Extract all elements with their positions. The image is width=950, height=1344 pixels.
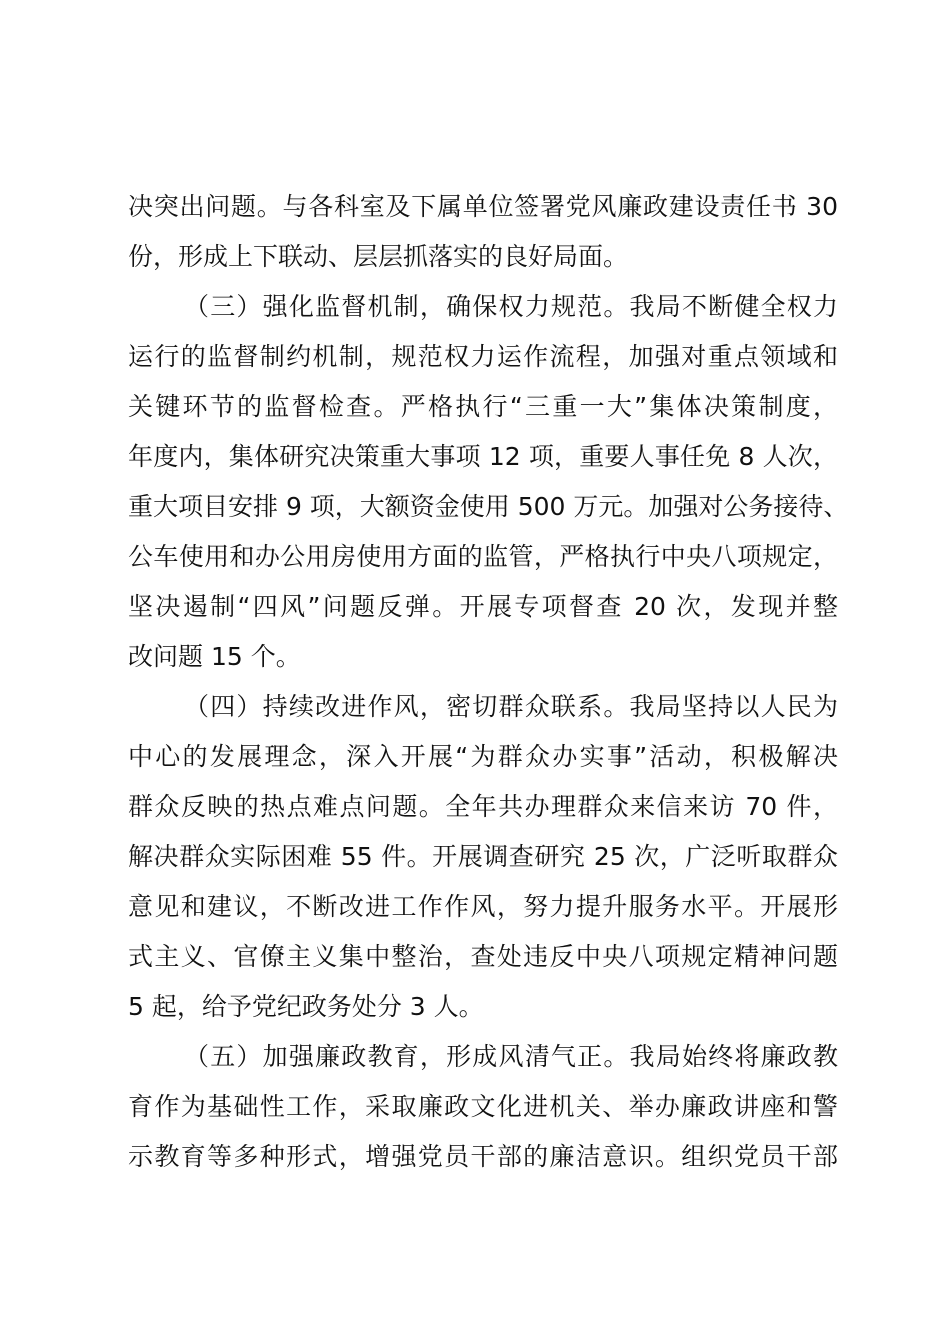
text-line: （四）持续改进作风，密切群众联系。我局坚持以人民为 xyxy=(184,692,838,721)
text-line: （三）强化监督机制，确保权力规范。我局不断健全权力 xyxy=(184,292,838,321)
text-line: 5 起，给予党纪政务处分 3 人。 xyxy=(128,992,484,1021)
text-line: 改问题 15 个。 xyxy=(128,642,301,671)
text-line: 式主义、官僚主义集中整治，查处违反中央八项规定精神问题 xyxy=(128,942,838,971)
text-line: 解决群众实际困难 55 件。开展调查研究 25 次，广泛听取群众 xyxy=(128,842,838,871)
text-line: 份，形成上下联动、层层抓落实的良好局面。 xyxy=(128,242,629,271)
text-line: 决突出问题。与各科室及下属单位签署党风廉政建设责任书 30 xyxy=(128,192,838,221)
text-line: 年度内，集体研究决策重大事项 12 项，重要人事任免 8 人次， xyxy=(128,442,838,471)
text-line: 育作为基础性工作，采取廉政文化进机关、举办廉政讲座和警 xyxy=(128,1092,838,1121)
text-line: 运行的监督制约机制，规范权力运作流程，加强对重点领域和 xyxy=(128,342,838,371)
text-line: 示教育等多种形式，增强党员干部的廉洁意识。组织党员干部 xyxy=(128,1142,838,1171)
text-line: 关键环节的监督检查。严格执行“三重一大”集体决策制度， xyxy=(128,392,838,421)
text-line: 意见和建议，不断改进工作作风，努力提升服务水平。开展形 xyxy=(128,892,838,921)
text-line: 中心的发展理念，深入开展“为群众办实事”活动，积极解决 xyxy=(128,742,838,771)
text-line: 公车使用和办公用房使用方面的监管，严格执行中央八项规定， xyxy=(128,542,838,571)
text-line: 坚决遏制“四风”问题反弹。开展专项督查 20 次，发现并整 xyxy=(128,592,838,621)
text-line: （五）加强廉政教育，形成风清气正。我局始终将廉政教 xyxy=(184,1042,838,1071)
text-line: 重大项目安排 9 项，大额资金使用 500 万元。加强对公务接待、 xyxy=(128,492,849,521)
text-line: 群众反映的热点难点问题。全年共办理群众来信来访 70 件， xyxy=(128,792,838,821)
document-body xyxy=(128,182,849,1182)
